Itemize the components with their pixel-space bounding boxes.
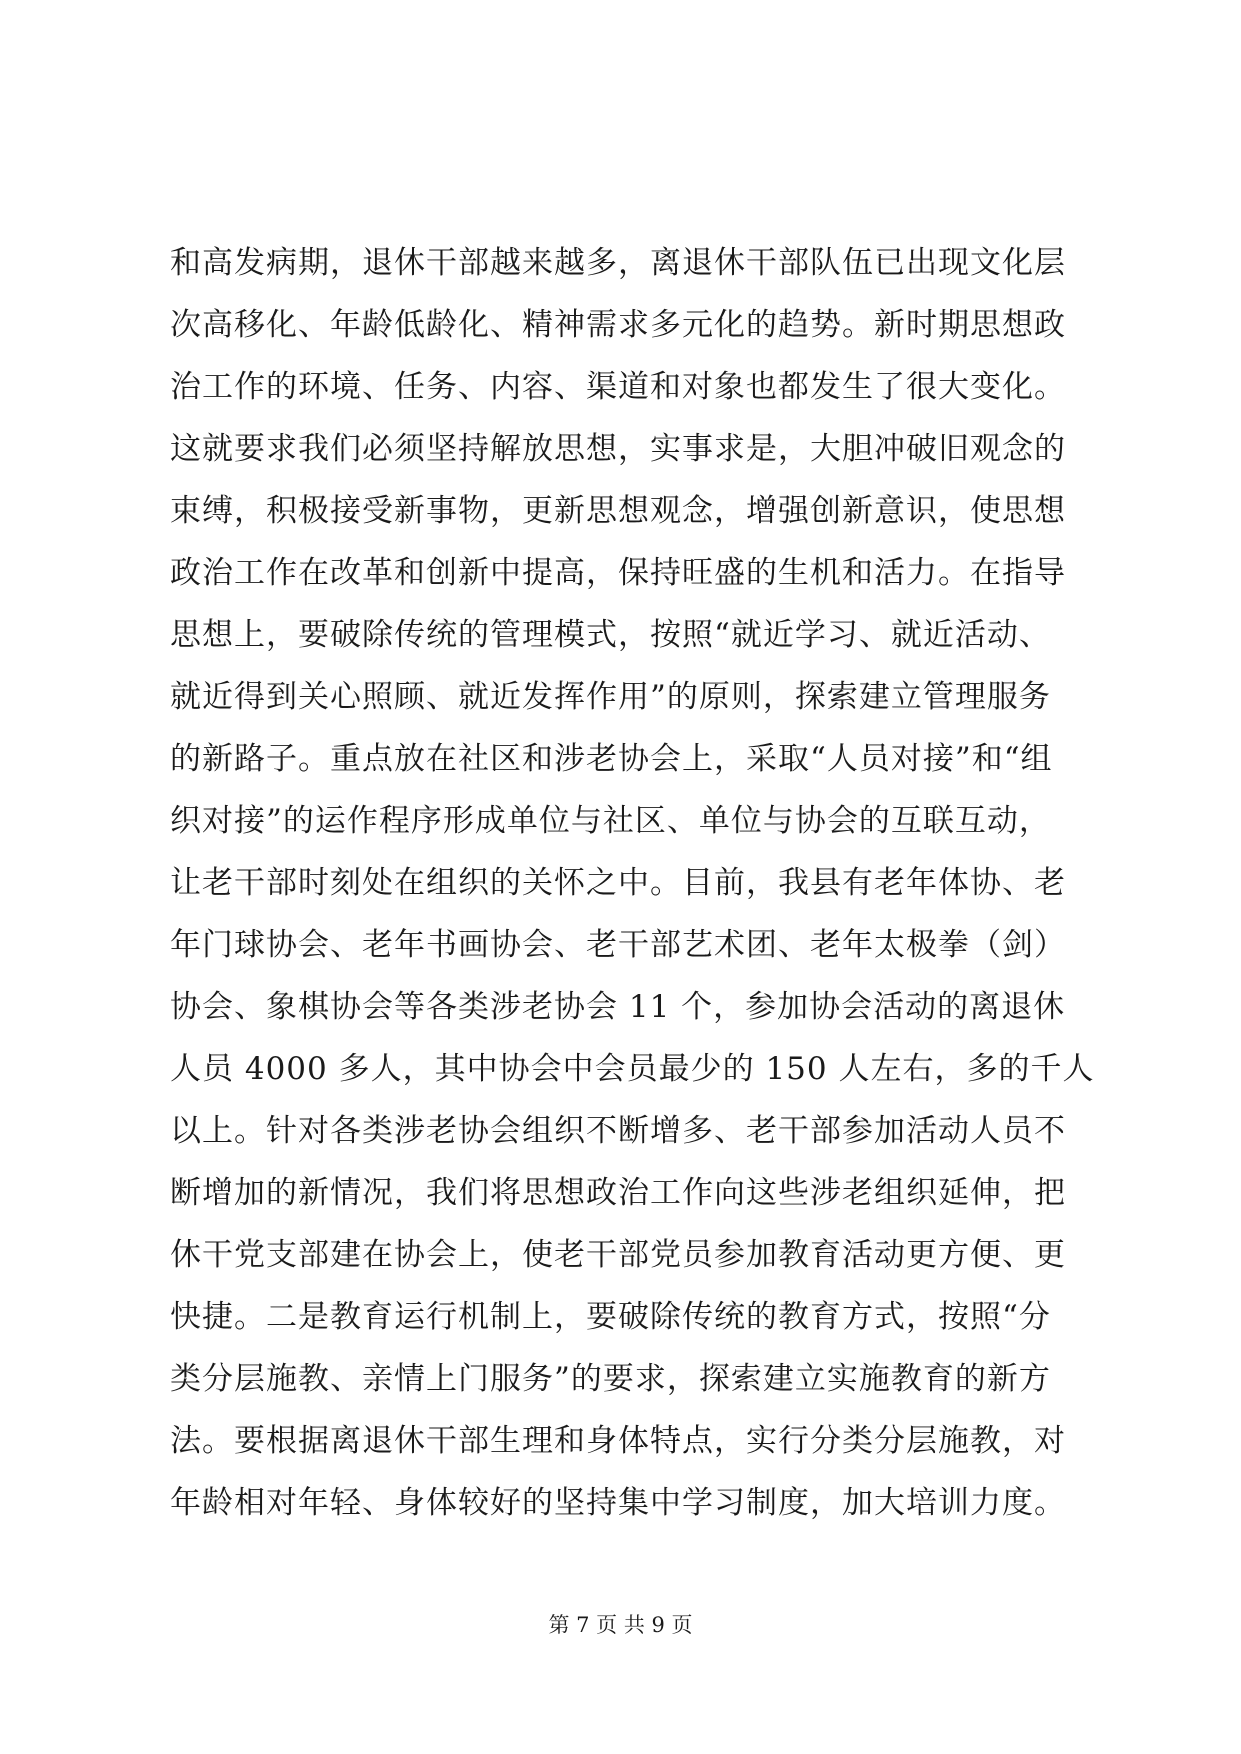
text-line: 的新路子。重点放在社区和涉老协会上，采取“人员对接”和“组: [170, 741, 1053, 777]
text-line: 年龄相对年轻、身体较好的坚持集中学习制度，加大培训力度。: [170, 1485, 1066, 1521]
text-line: 治工作的环境、任务、内容、渠道和对象也都发生了很大变化。: [170, 369, 1066, 405]
text-line: 和高发病期，退休干部越来越多，离退休干部队伍已出现文化层: [170, 245, 1066, 281]
text-line: 让老干部时刻处在组织的关怀之中。目前，我县有老年体协、老: [170, 865, 1066, 901]
text-line: 法。要根据离退休干部生理和身体特点，实行分类分层施教，对: [170, 1423, 1066, 1459]
text-line: 就近得到关心照顾、就近发挥作用”的原则，探索建立管理服务: [170, 679, 1051, 715]
text-line: 协会、象棋协会等各类涉老协会 11 个，参加协会活动的离退休: [170, 989, 1066, 1025]
text-line: 人员 4000 多人，其中协会中会员最少的 150 人左右，多的千人: [170, 1051, 1095, 1087]
text-line: 断增加的新情况，我们将思想政治工作向这些涉老组织延伸，把: [170, 1175, 1066, 1211]
text-line: 这就要求我们必须坚持解放思想，实事求是，大胆冲破旧观念的: [170, 431, 1066, 467]
body-text: [170, 232, 1100, 1534]
text-line: 思想上，要破除传统的管理模式，按照“就近学习、就近活动、: [170, 617, 1051, 653]
page-footer: [0, 1610, 1241, 1640]
text-line: 年门球协会、老年书画协会、老干部艺术团、老年太极拳（剑）: [170, 927, 1066, 963]
page-number: 第 7 页 共 9 页: [548, 1613, 693, 1637]
text-line: 以上。针对各类涉老协会组织不断增多、老干部参加活动人员不: [170, 1113, 1066, 1149]
text-line: 休干党支部建在协会上，使老干部党员参加教育活动更方便、更: [170, 1237, 1066, 1273]
text-line: 束缚，积极接受新事物，更新思想观念，增强创新意识，使思想: [170, 493, 1066, 529]
text-line: 次高移化、年龄低龄化、精神需求多元化的趋势。新时期思想政: [170, 307, 1066, 343]
text-line: 类分层施教、亲情上门服务”的要求，探索建立实施教育的新方: [170, 1361, 1051, 1397]
text-line: 快捷。二是教育运行机制上，要破除传统的教育方式，按照“分: [170, 1299, 1051, 1335]
text-line: 织对接”的运作程序形成单位与社区、单位与协会的互联互动，: [170, 803, 1051, 839]
text-line: 政治工作在改革和创新中提高，保持旺盛的生机和活力。在指导: [170, 555, 1066, 591]
